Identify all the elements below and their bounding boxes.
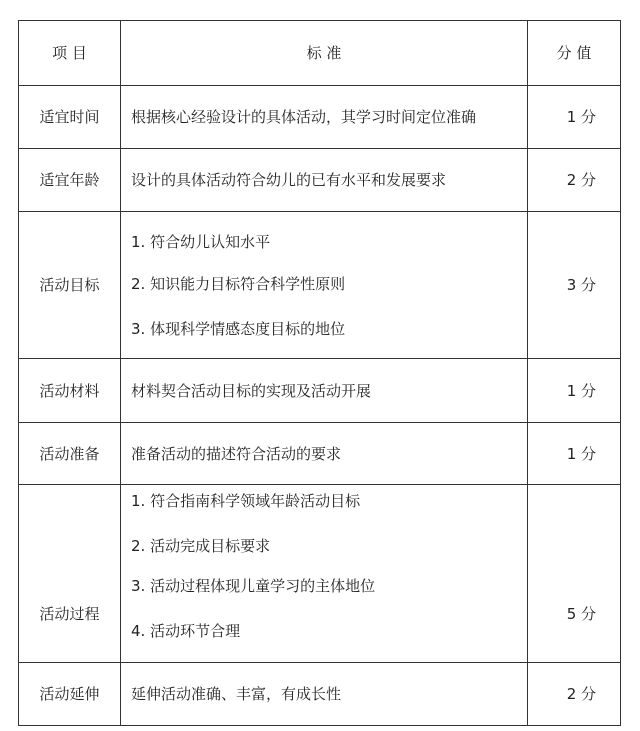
row-item-label: 适宜年龄 <box>19 149 121 212</box>
standard-line: 2. 活动完成目标要求 <box>131 537 271 555</box>
standard-line: 延伸活动准确、丰富，有成长性 <box>131 685 342 703</box>
row-standard <box>121 359 528 423</box>
row-standard <box>121 423 528 485</box>
header-score: 分 值 <box>528 21 621 86</box>
row-item-label: 活动过程 <box>19 485 121 663</box>
row-score: 2 分 <box>528 663 621 726</box>
row-score: 1 分 <box>528 359 621 423</box>
table-row <box>19 485 621 663</box>
row-item-label: 适宜时间 <box>19 86 121 149</box>
table-row <box>19 212 621 359</box>
header-standard: 标 准 <box>121 21 528 86</box>
standard-line: 设计的具体活动符合幼儿的已有水平和发展要求 <box>131 171 447 189</box>
row-score: 3 分 <box>528 212 621 359</box>
standard-line: 根据核心经验设计的具体活动，其学习时间定位准确 <box>131 108 477 126</box>
standard-line: 1. 符合指南科学领域年龄活动目标 <box>131 492 361 510</box>
row-standard <box>121 86 528 149</box>
table-row <box>19 86 621 149</box>
row-score: 2 分 <box>528 149 621 212</box>
standard-line: 2. 知识能力目标符合科学性原则 <box>131 274 346 293</box>
table-row <box>19 663 621 726</box>
table-row <box>19 423 621 485</box>
standard-line: 3. 体现科学情感态度目标的地位 <box>131 319 346 338</box>
row-item-label: 活动准备 <box>19 423 121 485</box>
row-item-label: 活动目标 <box>19 212 121 359</box>
standard-line: 准备活动的描述符合活动的要求 <box>131 444 342 463</box>
row-score: 5 分 <box>528 485 621 663</box>
header-item: 项 目 <box>19 21 121 86</box>
row-standard <box>121 212 528 359</box>
row-standard <box>121 663 528 726</box>
row-item-label: 活动材料 <box>19 359 121 423</box>
standard-line: 3. 活动过程体现儿童学习的主体地位 <box>131 577 376 595</box>
row-score: 1 分 <box>528 423 621 485</box>
table-row <box>19 149 621 212</box>
scoring-criteria-table <box>18 20 621 726</box>
row-score: 1 分 <box>528 86 621 149</box>
table-row <box>19 359 621 423</box>
table-header-row <box>19 21 621 86</box>
standard-line: 1. 符合幼儿认知水平 <box>131 232 271 251</box>
row-standard <box>121 485 528 663</box>
row-item-label: 活动延伸 <box>19 663 121 726</box>
standard-line: 4. 活动环节合理 <box>131 622 241 640</box>
row-standard <box>121 149 528 212</box>
standard-line: 材料契合活动目标的实现及活动开展 <box>131 381 372 400</box>
